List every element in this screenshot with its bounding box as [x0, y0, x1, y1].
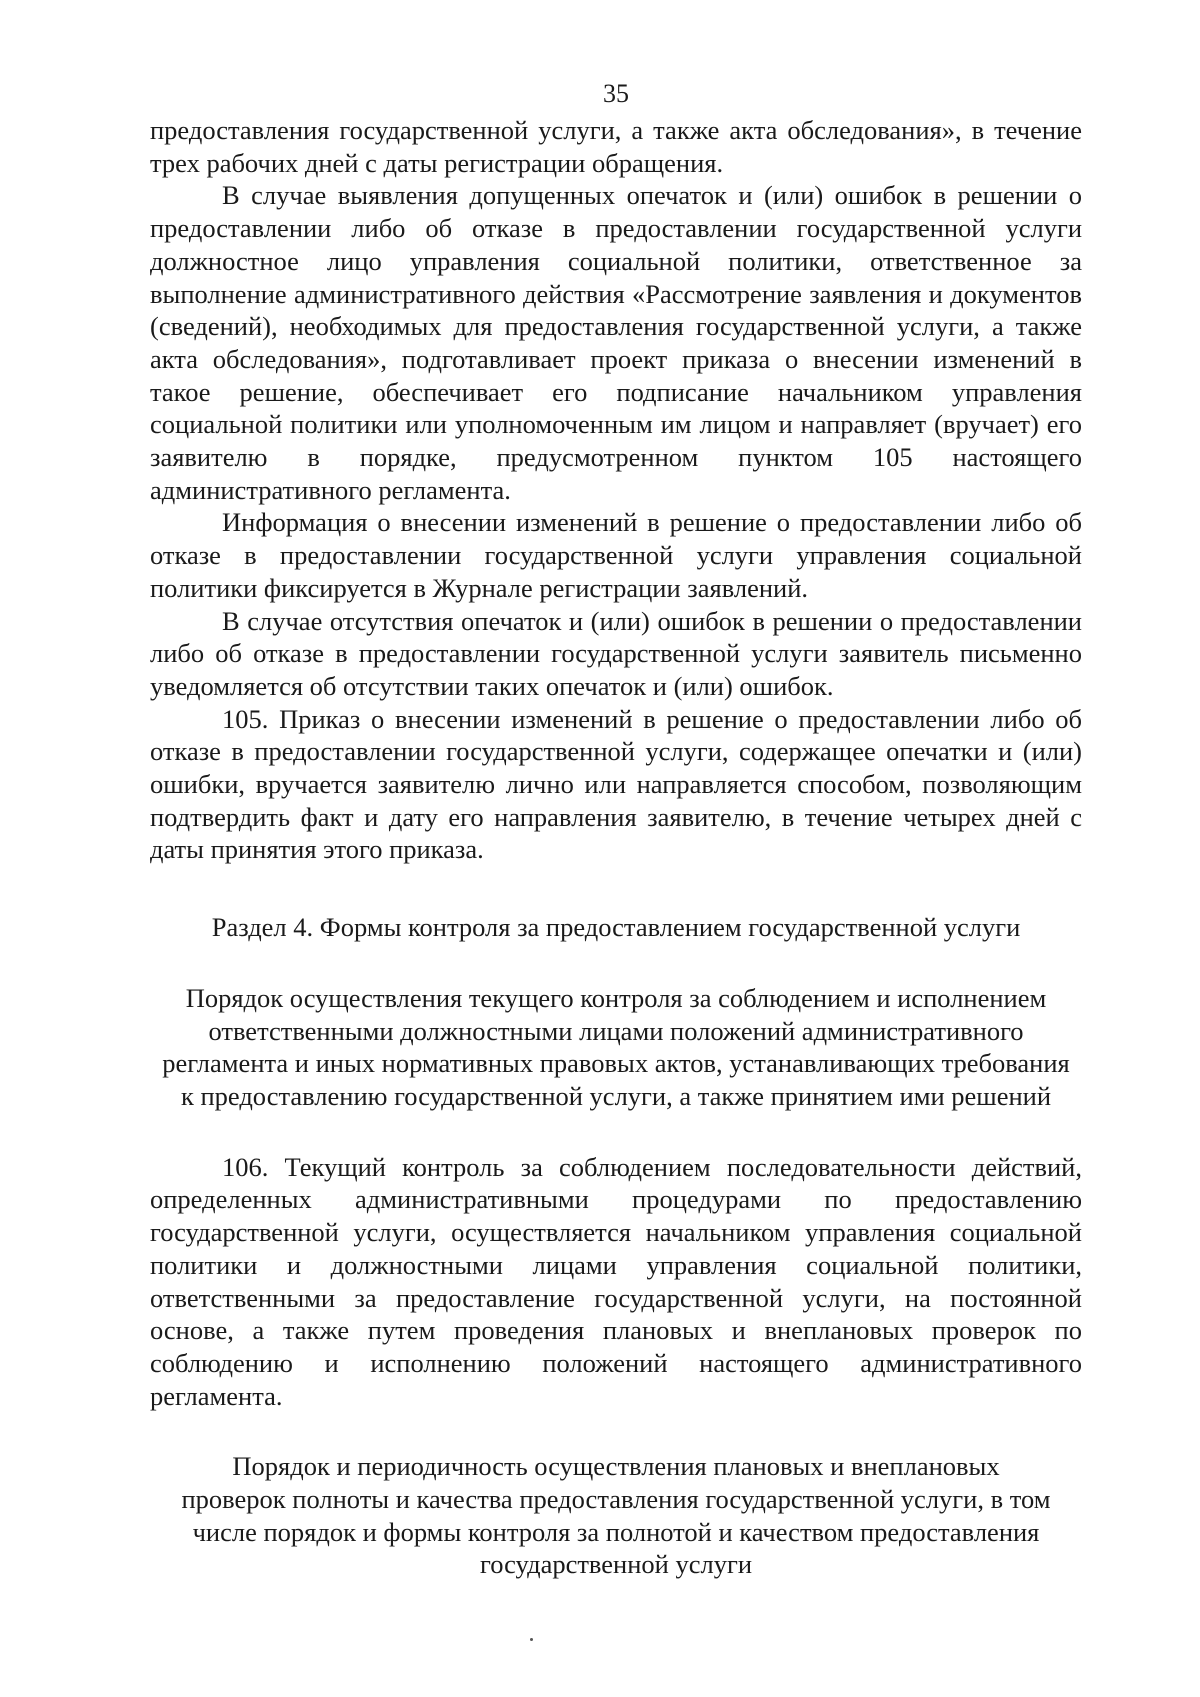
subsection-title-line: государственной услуги	[479, 1549, 753, 1580]
paragraph-errors-found: В случае выявления допущенных опечаток и (или) ошибок в решении о предоставлении либо об отказе в предоставлении государственной услуги должностное лицо управления социальной политики, ответственное за выполнение административного действия «Рассмотрение заявления и документов (сведений), необходимых для предоставления государственной услуги, а также акта обследования», подготавливает проект приказа о внесении изменений в такое решение, обеспечивает его подписание начальником управления социальной политики или уполномоченным им лицом и направляет (вручает) его заявителю в порядке, предусмотренном пунктом 105 настоящего административного регламента.	[150, 180, 1082, 505]
subsection-title-inspections	[150, 1450, 1082, 1581]
subsection-title-line: ответственными должностными лицами положений административного	[208, 1015, 1024, 1046]
document-page	[150, 78, 1082, 1668]
subsection-title-line: проверок полноты и качества предоставления государственной услуги, в том	[181, 1484, 1051, 1515]
paragraph-item-106: 106. Текущий контроль за соблюдением последовательности действий, определенных административными процедурами по предоставлению государственной услуги, осуществляется начальником управления социальной политики и должностными лицами управления социальной политики, ответственными за предоставление государственной услуги, на постоянной основе, а также путем проведения плановых и внеплановых проверок по соблюдению и исполнению положений настоящего административного регламента.	[150, 1151, 1082, 1411]
subsection-title-line: Порядок осуществления текущего контроля за соблюдением и исполнением	[185, 982, 1047, 1013]
subsection-title-line: к предоставлению государственной услуги, а также принятием ими решений	[180, 1080, 1052, 1111]
spacer	[150, 1113, 1082, 1151]
paragraph-no-errors: В случае отсутствия опечаток и (или) ошибок в решении о предоставлении либо об отказе в предоставлении государственной услуги заявитель письменно уведомляется об отсутствии таких опечаток и (или) ошибок.	[150, 605, 1082, 701]
scan-speck	[530, 1638, 533, 1641]
spacer	[150, 866, 1082, 911]
subsection-title-line: регламента и иных нормативных правовых актов, устанавливающих требования	[162, 1048, 1070, 1079]
subsection-title-current-control	[150, 982, 1082, 1113]
spacer	[150, 1412, 1082, 1450]
subsection-title-line: числе порядок и формы контроля за полнотой и качеством предоставления	[192, 1516, 1040, 1547]
paragraph-continuation: предоставления государственной услуги, а также акта обследования», в течение трех рабочих дней с даты регистрации обращения.	[150, 115, 1082, 178]
spacer	[150, 944, 1082, 982]
page-number: 35	[603, 79, 629, 108]
subsection-title-line: Порядок и периодичность осуществления плановых и внеплановых	[232, 1451, 1000, 1482]
paragraph-journal-info: Информация о внесении изменений в решение о предоставлении либо об отказе в предоставлении государственной услуги управления социальной политики фиксируется в Журнале регистрации заявлений.	[150, 507, 1082, 603]
paragraph-item-105: 105. Приказ о внесении изменений в решение о предоставлении либо об отказе в предоставлении государственной услуги, содержащее опечатки и (или) ошибки, вручается заявителю лично или направляется способом, позволяющим подтвердить факт и дату его направления заявителю, в течение четырех дней с даты принятия этого приказа.	[150, 703, 1082, 865]
section-4-title: Раздел 4. Формы контроля за предоставлением государственной услуги	[211, 912, 1021, 943]
